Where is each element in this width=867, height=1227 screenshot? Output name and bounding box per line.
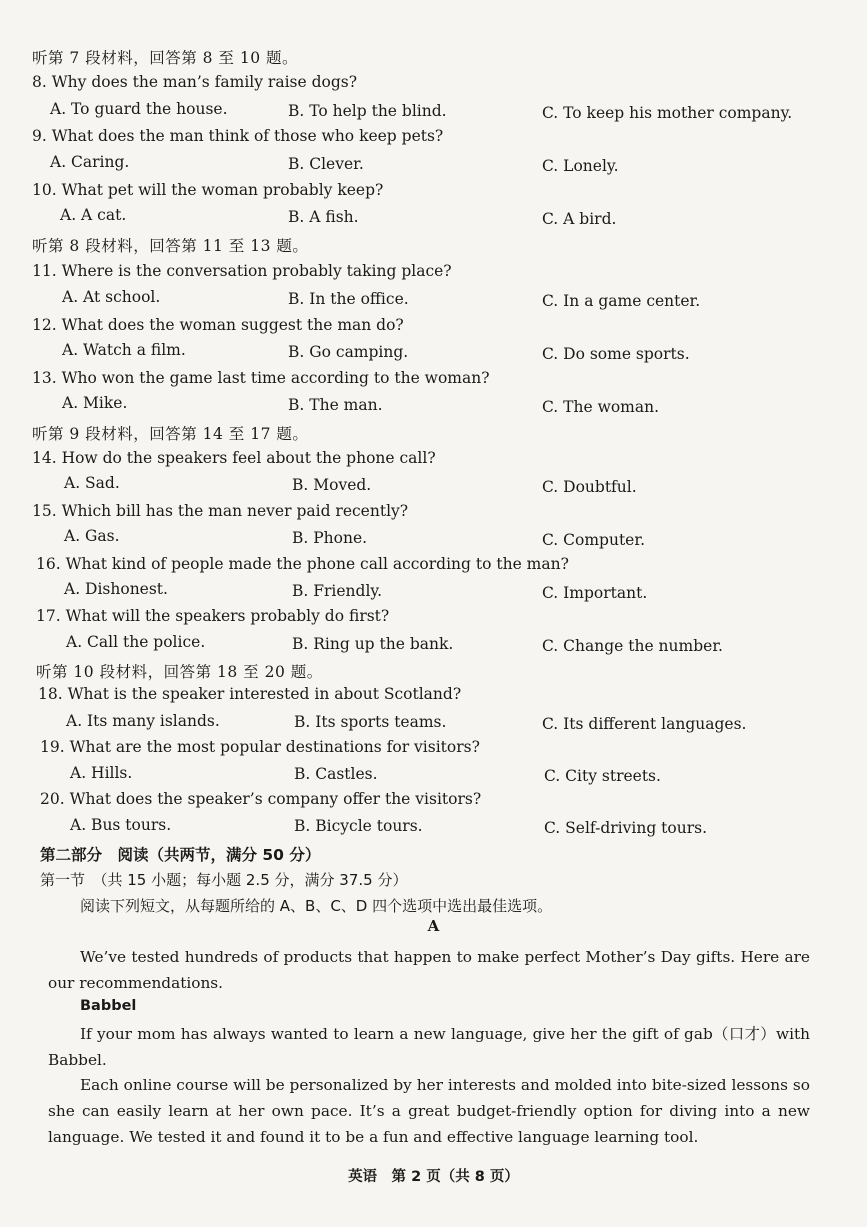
- option-13b: B. The man.: [288, 396, 383, 414]
- section-heading-9: 听第 9 段材料，回答第 14 至 17 题。: [32, 425, 309, 443]
- option-14a: A. Sad.: [64, 474, 120, 492]
- question-19: 19. What are the most popular destinations for visitors?: [40, 738, 480, 756]
- option-11c: C. In a game center.: [542, 292, 701, 310]
- option-18c: C. Its different languages.: [542, 715, 747, 733]
- option-10a: A. A cat.: [60, 206, 127, 224]
- option-19a: A. Hills.: [70, 764, 133, 782]
- item-heading-babbel: Babbel: [80, 998, 137, 1014]
- passage-letter: A: [427, 917, 440, 935]
- passage-intro: We’ve tested hundreds of products that happen to make perfect Mother’s Day gifts. Here are our recommendations.: [48, 948, 810, 992]
- question-10: 10. What pet will the woman probably keep?: [32, 181, 384, 199]
- passage-para-1: If your mom has always wanted to learn a new language, give her the gift of gab（口才）with Babbel.: [48, 1025, 810, 1069]
- section-heading-10: 听第 10 段材料，回答第 18 至 20 题。: [36, 663, 323, 681]
- question-20: 20. What does the speaker’s company offer the visitors?: [40, 790, 482, 808]
- question-16: 16. What kind of people made the phone call according to the man?: [36, 555, 569, 573]
- option-14c: C. Doubtful.: [542, 478, 637, 496]
- passage-para-2: Each online course will be personalized by her interests and molded into bite-sized lessons so she can easily learn at her own pace. It’s a great budget-friendly option for diving into a new language. We tested it and found it to be a fun and effective language learning tool.: [48, 1076, 810, 1146]
- option-17a: A. Call the police.: [66, 633, 206, 651]
- option-12b: B. Go camping.: [288, 343, 409, 361]
- option-15b: B. Phone.: [292, 529, 368, 547]
- question-14: 14. How do the speakers feel about the phone call?: [32, 449, 436, 467]
- option-20a: A. Bus tours.: [70, 816, 172, 834]
- reading-instruction: 阅读下列短文，从每题所给的 A、B、C、D 四个选项中选出最佳选项。: [80, 897, 553, 915]
- option-19b: B. Castles.: [294, 765, 378, 783]
- option-17b: B. Ring up the bank.: [292, 635, 454, 653]
- section-heading-8: 听第 8 段材料，回答第 11 至 13 题。: [32, 237, 309, 255]
- question-8: 8. Why does the man’s family raise dogs?: [32, 73, 358, 91]
- option-19c: C. City streets.: [544, 767, 661, 785]
- section-heading-7: 听第 7 段材料，回答第 8 至 10 题。: [32, 49, 299, 67]
- option-15a: A. Gas.: [64, 527, 120, 545]
- option-9c: C. Lonely.: [542, 157, 619, 175]
- option-20c: C. Self-driving tours.: [544, 819, 707, 837]
- question-12: 12. What does the woman suggest the man do?: [32, 316, 404, 334]
- part2-title: 第二部分 阅读（共两节，满分 50 分）: [40, 846, 321, 864]
- option-16c: C. Important.: [542, 584, 648, 602]
- option-12c: C. Do some sports.: [542, 345, 690, 363]
- option-8c: C. To keep his mother company.: [542, 104, 793, 122]
- option-11b: B. In the office.: [288, 290, 409, 308]
- option-13a: A. Mike.: [62, 394, 128, 412]
- question-15: 15. Which bill has the man never paid recently?: [32, 502, 409, 520]
- option-8b: B. To help the blind.: [288, 102, 447, 120]
- option-16a: A. Dishonest.: [64, 580, 168, 598]
- option-8a: A. To guard the house.: [50, 100, 228, 118]
- option-10b: B. A fish.: [288, 208, 359, 226]
- option-9a: A. Caring.: [50, 153, 130, 171]
- section1-title: 第一节 （共 15 小题；每小题 2.5 分，满分 37.5 分）: [40, 871, 408, 889]
- option-9b: B. Clever.: [288, 155, 364, 173]
- option-17c: C. Change the number.: [542, 637, 723, 655]
- option-13c: C. The woman.: [542, 398, 660, 416]
- option-18b: B. Its sports teams.: [294, 713, 447, 731]
- option-15c: C. Computer.: [542, 531, 645, 549]
- option-12a: A. Watch a film.: [62, 341, 186, 359]
- option-10c: C. A bird.: [542, 210, 617, 228]
- option-11a: A. At school.: [62, 288, 161, 306]
- question-9: 9. What does the man think of those who keep pets?: [32, 127, 444, 145]
- option-18a: A. Its many islands.: [66, 712, 220, 730]
- page-footer: 英语 第 2 页（共 8 页）: [348, 1169, 519, 1185]
- question-13: 13. Who won the game last time according to the woman?: [32, 369, 490, 387]
- question-11: 11. Where is the conversation probably taking place?: [32, 262, 452, 280]
- option-20b: B. Bicycle tours.: [294, 817, 423, 835]
- question-18: 18. What is the speaker interested in about Scotland?: [38, 685, 462, 703]
- question-17: 17. What will the speakers probably do first?: [36, 607, 390, 625]
- option-16b: B. Friendly.: [292, 582, 383, 600]
- option-14b: B. Moved.: [292, 476, 372, 494]
